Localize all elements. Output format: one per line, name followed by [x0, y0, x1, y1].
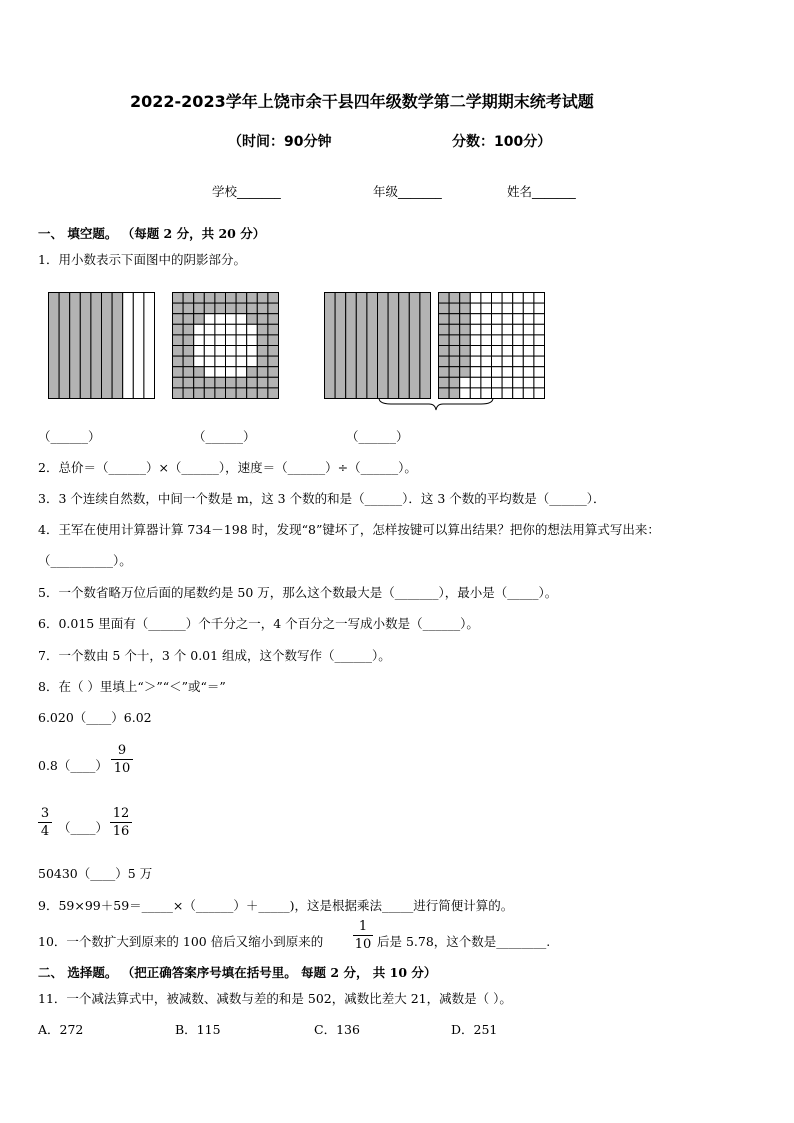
section-1-heading: 一、 填空题。 （每题 2 分，共 20 分） [38, 226, 266, 241]
question-10: 10．一个数扩大到原来的 100 倍后又缩小到原来的 [38, 934, 324, 949]
grade-field: 年级_______ [373, 184, 442, 199]
fraction-1-10 [353, 919, 373, 952]
question-4: 4．王军在使用计算器计算 734－198 时，发现“8”键坏了，怎样按键可以算出结果？把你的想法用算式写出来： [38, 522, 660, 537]
fraction-3-4 [38, 806, 52, 839]
question-9: 9．59×99＋59＝_____×（______）＋_____)，这是根据乘法_____进行简便计算的。 [38, 898, 514, 913]
question-2: 2．总价＝（______）×（______），速度＝（______）÷（______）。 [38, 460, 417, 475]
question-3: 3．3 个连续自然数，中间一个数是 m，这 3 个数的和是（______）．这 3 个数的平均数是（______）． [38, 491, 606, 506]
fraction-denominator: 10 [113, 761, 131, 776]
option-d: D．251 [451, 1022, 498, 1037]
question-1-blank-b: （______） [193, 429, 256, 444]
fraction-12-16 [110, 806, 132, 839]
section-2-heading: 二、 选择题。 （把正确答案序号填在括号里。 每题 2 分， 共 10 分） [38, 965, 437, 980]
exam-score: 分数：100分） [452, 134, 552, 150]
figure-strips-1 [48, 292, 156, 400]
exam-time: （时间：90分钟 [228, 134, 332, 150]
fraction-numerator: 3 [40, 806, 50, 821]
fraction-9-10 [111, 743, 133, 776]
figure-grid-partial [438, 292, 546, 400]
fraction-numerator: 1 [358, 919, 368, 934]
fraction-numerator: 12 [112, 806, 130, 821]
option-a: A．272 [38, 1022, 84, 1037]
question-8b: 0.8（____） [38, 758, 108, 773]
fraction-denominator: 10 [354, 937, 372, 952]
question-7: 7．一个数由 5 个十，3 个 0.01 组成，这个数写作（______）。 [38, 648, 391, 663]
figure-grid-border [172, 292, 280, 400]
question-8d: 50430（____）5 万 [38, 866, 153, 881]
question-4-answer: （__________）。 [38, 553, 132, 568]
question-8a: 6.020（____）6.02 [38, 710, 152, 725]
figure-strips-2 [324, 292, 432, 400]
question-6: 6．0.015 里面有（______）个千分之一，4 个百分之一写成小数是（______）。 [38, 616, 479, 631]
fraction-numerator: 9 [117, 743, 127, 758]
fraction-denominator: 16 [112, 824, 130, 839]
option-c: C．136 [314, 1022, 360, 1037]
question-10-tail: 后是 5.78，这个数是________. [377, 934, 551, 949]
question-8c-blank: （____） [58, 820, 109, 835]
question-11: 11．一个减法算式中，被减数、减数与差的和是 502，减数比差大 21，减数是（ ）。 [38, 991, 512, 1006]
question-8: 8．在（ ）里填上“＞”“＜”或“＝” [38, 679, 226, 694]
page-title: 2022-2023学年上饶市余干县四年级数学第二学期期末统考试题 [130, 92, 594, 111]
brace-icon [377, 397, 497, 413]
school-field: 学校_______ [212, 184, 281, 199]
question-5: 5．一个数省略万位后面的尾数约是 50 万，那么这个数最大是（_______），最小是（_____）。 [38, 585, 558, 600]
question-1-blank-a: （______） [38, 429, 101, 444]
name-field: 姓名_______ [507, 184, 576, 199]
question-1: 1．用小数表示下面图中的阴影部分。 [38, 252, 246, 267]
option-b: B．115 [175, 1022, 221, 1037]
fraction-denominator: 4 [40, 824, 50, 839]
question-1-blank-c: （______） [346, 429, 409, 444]
